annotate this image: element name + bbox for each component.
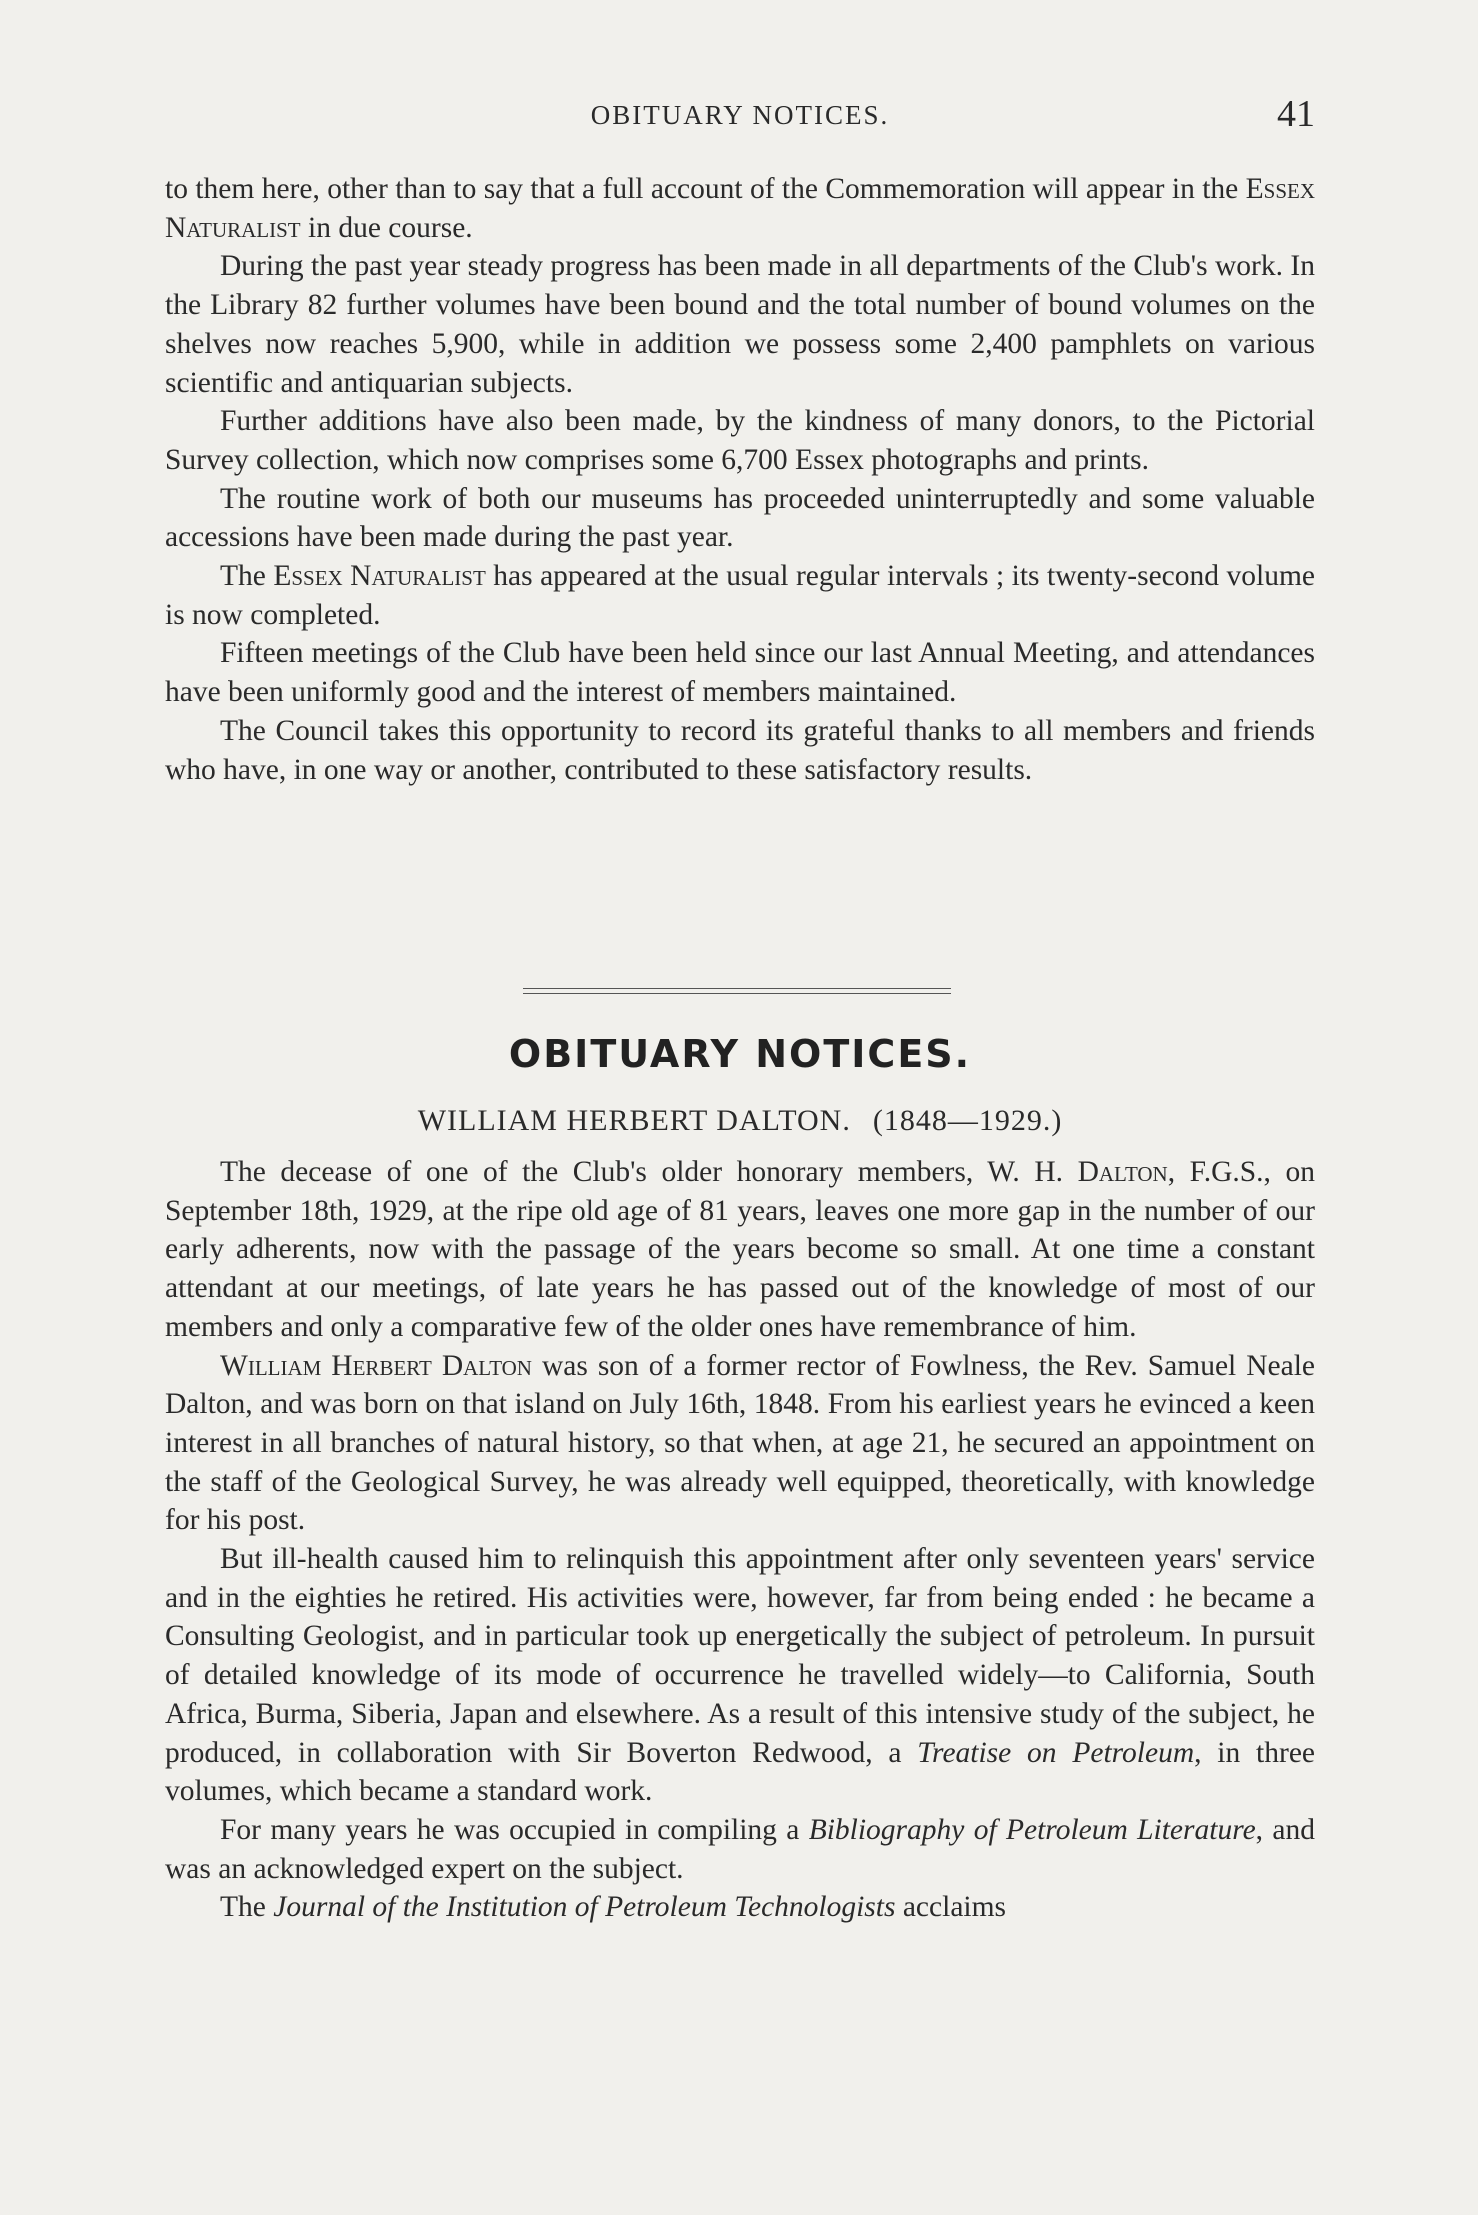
paragraph: [165, 1153, 1315, 1347]
text-run: in due course.: [300, 211, 473, 244]
section-heading: OBITUARY NOTICES.: [508, 1032, 972, 1076]
book-title-italic: Bibliography of Petroleum Literature: [808, 1813, 1256, 1846]
surname-smallcaps: Dalton: [1077, 1156, 1168, 1188]
paragraph: [165, 1811, 1315, 1888]
paragraph: [165, 1888, 1315, 1927]
running-title: OBITUARY NOTICES.: [590, 100, 890, 130]
text-run: was son of a former rector of Fowlness, the Rev. Samuel Neale Dalton, and was born on that island on July 16th, 1848. From his earliest years he evinced a keen interest in all branches of natural history, so that when, at age 21, he secured an appointment on the staff of the Geological Survey, he was already well equipped, theoretically, with knowledge for his post.: [165, 1349, 1315, 1537]
paragraph: Fifteen meetings of the Club have been held since our last Annual Meeting, and attendances have been uniformly good and the interest of members maintained.: [165, 637, 1315, 709]
text-run: The decease of one of the Club's older honorary members, W. H.: [220, 1156, 1078, 1188]
page-number: 41: [1277, 93, 1315, 135]
obituary-section: [165, 1153, 1315, 1927]
intro-section: [165, 170, 1315, 789]
running-head: [165, 92, 1315, 142]
paragraph: The routine work of both our museums has proceeded uninterruptedly and some valuable accessions have been made during the past year.: [165, 482, 1315, 554]
obituary-subheading: [165, 1104, 1315, 1138]
paragraph: [165, 557, 1315, 634]
text-run: acclaims: [895, 1891, 1007, 1924]
journal-name-smallcaps: Essex Naturalist: [273, 560, 486, 593]
text-run: The: [220, 560, 274, 593]
journal-title-italic: Journal of the Institution of Petroleum Technologists: [273, 1891, 896, 1924]
paragraph: During the past year steady progress has been made in all departments of the Club's work. In the Library 82 further volumes have been bound and the total number of bound volumes on the shelves now reaches 5,900, while in addition we possess some 2,400 pamphlets on various scientific and antiquarian subjects.: [165, 250, 1315, 399]
journal-name-smallcaps: Essex Naturalist: [165, 173, 1315, 244]
book-title-italic: Treatise on Petroleum: [917, 1736, 1195, 1769]
divider-line: [523, 993, 951, 994]
text-run: to them here, other than to say that a full account of the Commemoration will appear in the: [165, 173, 1246, 205]
text-run: The: [220, 1891, 274, 1924]
text-run: But ill-health caused him to relinquish this appointment after only seventeen years' service and in the eighties he retired. His activities were, however, far from being ended : he became a Consulting Geologist, and in particular took up energetically the subject of petroleum. In pursuit of detailed knowledge of its mode of occurrence he travelled widely—to California, South Africa, Burma, Siberia, Japan and elsewhere. As a result of this intensive study of the subject, he produced, in collaboration with Sir Boverton Redwood, a: [165, 1543, 1315, 1769]
text-run: has appeared at the usual regular intervals ; its twenty-second volume is now completed.: [165, 560, 1315, 631]
paragraph: [165, 170, 1315, 247]
deceased-name: WILLIAM HERBERT DALTON.: [417, 1104, 851, 1137]
text-run: , in three volumes, which became a standard work.: [165, 1736, 1316, 1808]
text-run: , and was an acknowledged expert on the subject.: [165, 1813, 1315, 1885]
text-run: , F.G.S., on September 18th, 1929, at the ripe old age of 81 years, leaves one more gap in the number of our early adherents, now with the passage of the years become so small. At one time a constant attendant at our meetings, of late years he has passed out of the knowledge of most of our members and only a comparative few of the older ones have remembrance of him.: [165, 1156, 1315, 1343]
paragraph: [165, 1347, 1315, 1541]
text-run: For many years he was occupied in compiling a: [220, 1813, 809, 1846]
divider-line: [523, 988, 951, 989]
section-divider: [165, 988, 1315, 998]
life-dates: (1848—1929.): [872, 1104, 1063, 1137]
paragraph: [165, 1540, 1315, 1811]
paragraph: The Council takes this opportunity to record its grateful thanks to all members and friends who have, in one way or another, contributed to these satisfactory results.: [165, 714, 1315, 786]
paragraph: Further additions have also been made, by the kindness of many donors, to the Pictorial Survey collection, which now comprises some 6,700 Essex photographs and prints.: [165, 405, 1315, 476]
name-smallcaps: William Herbert Dalton: [220, 1349, 532, 1382]
